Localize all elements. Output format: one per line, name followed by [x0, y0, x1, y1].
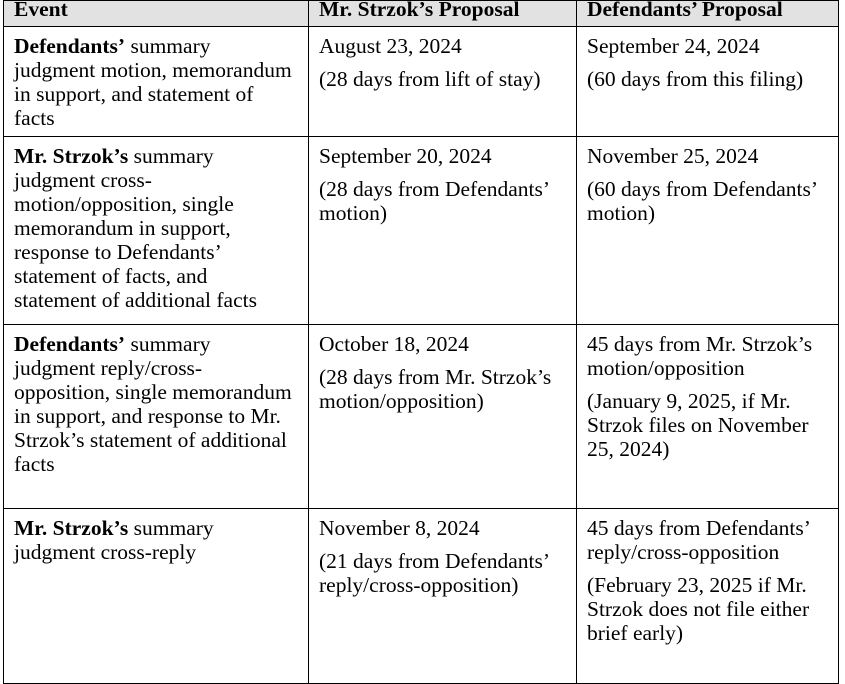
- event-party-name: Defendants’: [14, 34, 126, 58]
- defendants-proposal-cell: [577, 509, 839, 684]
- event-text: summary: [130, 332, 211, 356]
- event-cell: [4, 509, 309, 684]
- text-line: (28 days from Mr. Strzok’s: [319, 365, 552, 389]
- proposal-date: [319, 332, 566, 356]
- text-line: October 18, 2024: [319, 332, 469, 356]
- proposal-date: [587, 34, 828, 58]
- text-line: statement of additional facts: [14, 288, 257, 312]
- text-line: (21 days from Defendants’: [319, 549, 551, 573]
- text-line: November 25, 2024: [587, 144, 759, 168]
- proposal-note: [319, 549, 566, 597]
- text-line: judgment reply/cross-: [14, 356, 203, 380]
- proposal-date: [319, 516, 566, 540]
- event-cell: [4, 137, 309, 325]
- text-line: (January 9, 2025, if Mr.: [587, 389, 791, 413]
- proposal-note: [319, 67, 566, 91]
- proposal-terms: [587, 332, 828, 380]
- text-line: in support, and statement of: [14, 82, 254, 106]
- proposal-note: [587, 389, 828, 461]
- text-line: (28 days from Defendants’: [319, 177, 551, 201]
- header-label: Mr. Strzok’s Proposal: [319, 0, 520, 21]
- event-text: summary: [130, 34, 211, 58]
- text-line: judgment cross-: [14, 168, 152, 192]
- text-line: (28 days from lift of stay): [319, 67, 541, 91]
- text-line: 45 days from Defendants’: [587, 516, 811, 540]
- text-line: judgment cross-reply: [14, 540, 197, 564]
- text-line: [14, 332, 298, 356]
- text-line: Strzok files on November: [587, 413, 809, 437]
- text-line: response to Defendants’: [14, 240, 222, 264]
- event-text: summary: [133, 516, 214, 540]
- text-line: (February 23, 2025 if Mr.: [587, 573, 807, 597]
- table-row-3: [4, 325, 839, 509]
- text-line: opposition, single memorandum: [14, 380, 292, 404]
- schedule-table: [3, 0, 839, 684]
- header-row: [4, 1, 839, 27]
- text-line: Strzok’s statement of additional: [14, 428, 287, 452]
- text-line: motion): [587, 201, 656, 225]
- proposal-date: [319, 144, 566, 168]
- text-line: [14, 516, 298, 540]
- text-line: reply/cross-opposition): [319, 573, 519, 597]
- proposal-note: [587, 67, 828, 91]
- header-label: Event: [14, 0, 68, 21]
- table-row-1: [4, 27, 839, 137]
- strzok-proposal-cell: [309, 325, 577, 509]
- defendants-proposal-cell: [577, 325, 839, 509]
- proposal-date: [319, 34, 566, 58]
- proposal-note: [587, 573, 828, 645]
- defendants-proposal-cell: [577, 137, 839, 325]
- text-line: [14, 144, 298, 168]
- column-header-defendants-proposal: [577, 1, 839, 27]
- proposal-note: [319, 365, 566, 413]
- text-line: statement of facts, and: [14, 264, 208, 288]
- proposal-date: [587, 144, 828, 168]
- text-line: motion): [319, 201, 388, 225]
- text-line: September 20, 2024: [319, 144, 492, 168]
- event-party-name: Defendants’: [14, 332, 126, 356]
- text-line: August 23, 2024: [319, 34, 462, 58]
- text-line: November 8, 2024: [319, 516, 480, 540]
- event-cell: [4, 27, 309, 137]
- event-cell: [4, 325, 309, 509]
- text-line: motion/opposition): [319, 389, 484, 413]
- text-line: motion/opposition, single: [14, 192, 234, 216]
- text-line: facts: [14, 452, 55, 476]
- text-line: reply/cross-opposition: [587, 540, 780, 564]
- strzok-proposal-cell: [309, 137, 577, 325]
- event-text: summary: [133, 144, 214, 168]
- text-line: (60 days from this filing): [587, 67, 804, 91]
- text-line: [14, 34, 298, 58]
- strzok-proposal-cell: [309, 509, 577, 684]
- text-line: 45 days from Mr. Strzok’s: [587, 332, 813, 356]
- header-label: Defendants’ Proposal: [587, 0, 783, 21]
- defendants-proposal-cell: [577, 27, 839, 137]
- proposal-note: [587, 177, 828, 225]
- text-line: in support, and response to Mr.: [14, 404, 281, 428]
- strzok-proposal-cell: [309, 27, 577, 137]
- table-row-2: [4, 137, 839, 325]
- proposal-note: [319, 177, 566, 225]
- text-line: judgment motion, memorandum: [14, 58, 292, 82]
- column-header-strzok-proposal: [309, 1, 577, 27]
- text-line: (60 days from Defendants’: [587, 177, 819, 201]
- event-party-name: Mr. Strzok’s: [14, 144, 129, 168]
- text-line: motion/opposition: [587, 356, 745, 380]
- event-party-name: Mr. Strzok’s: [14, 516, 129, 540]
- text-line: memorandum in support,: [14, 216, 231, 240]
- column-header-event: [4, 1, 309, 27]
- text-line: Strzok does not file either: [587, 597, 810, 621]
- table-row-4: [4, 509, 839, 684]
- text-line: brief early): [587, 621, 684, 645]
- text-line: facts: [14, 106, 55, 130]
- text-line: September 24, 2024: [587, 34, 760, 58]
- proposal-terms: [587, 516, 828, 564]
- text-line: 25, 2024): [587, 437, 670, 461]
